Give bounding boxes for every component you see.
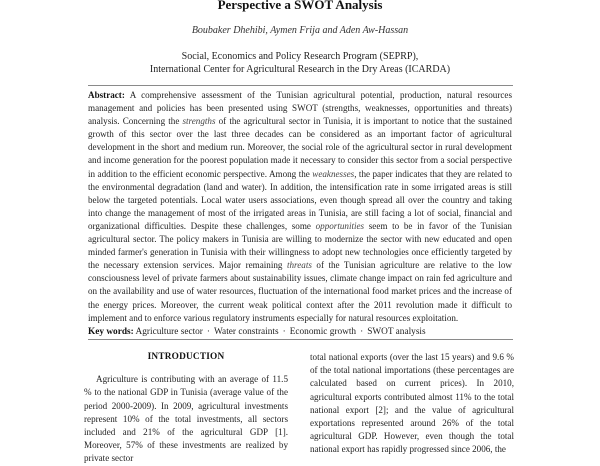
abstract-top-rule xyxy=(88,85,513,86)
paper-title: Perspective a SWOT Analysis xyxy=(217,0,383,12)
right-column-paragraph: total national exports (over the last 15 years) and 9.6 % of the total national importations (these percentages are calculated based on current prices). In 2010, agricultural exports contributed almost 11% to the total national export [2]; and the value of agricultural exportations represented around 26% of the total agricultural GDP. However, even though the total national export has rapidly progressed since 2006, the xyxy=(310,352,514,455)
abstract-text-4: seem to be in favor of the Tunisian agricultural sector. The policy makers in Tunisia are willing to modernize the sector with new educated and open minded farmer's generation in Tunisia with their willingness to adopt new technologies once efficiently targeted by the necessary extension services. Major remaining xyxy=(88,220,512,271)
abstract-label: Abstract: xyxy=(88,90,125,100)
keyword-item: Water constraints xyxy=(214,327,279,337)
abstract-text-1: A comprehensive assessment of the Tunisian agricultural potential, production, natural resources management and policies has been presented using SWOT (strengths, weaknesses, opportunities and threats) analysis. Concerning the xyxy=(88,90,512,127)
keywords-bottom-rule xyxy=(88,339,513,340)
abstract-em-strengths: strengths xyxy=(182,116,216,127)
abstract-em-opportunities: opportunities xyxy=(315,220,365,231)
abstract-em-weaknesses: weaknesses xyxy=(312,168,355,179)
body-right-column xyxy=(310,351,514,457)
keywords-label: Key words: xyxy=(88,327,134,337)
keyword-item: Agriculture sector xyxy=(135,327,203,337)
keyword-separator: · xyxy=(360,327,364,337)
abstract-block xyxy=(88,89,512,325)
keyword-separator: · xyxy=(206,327,211,337)
abstract-text-5: of the Tunisian agriculture are relative to the low consciousness level of private farmers about sustainability issues, climate change impact on rain fed agriculture and on the availability and use of water resources, fluctuation of the international food market prices and the increase of the energy prices. Moreover, the current weak political context after the 2011 revolution made it difficult to implement and to enforce various regulatory instruments especially for natural resources exploitation. xyxy=(88,260,512,323)
keywords-line xyxy=(88,326,512,338)
affiliation-line-2: International Center for Agricultural Research in the Dry Areas (ICARDA) xyxy=(149,64,451,75)
keyword-separator: · xyxy=(282,327,286,337)
introduction-paragraph: Agriculture is contributing with an average of 11.5 % to the national GDP in Tunisia (average value of the period 2000-2009). In 2009, agricultural investments represent 10% of the total investments, all sectors included and 21% of the agricultural GDP [1]. Moreover, 57% of these investments are realized by private sector xyxy=(84,374,288,464)
abstract-em-threats: threats xyxy=(286,260,312,271)
body-left-column xyxy=(84,351,288,466)
introduction-heading: INTRODUCTION xyxy=(147,352,225,362)
abstract-text-3: , the paper indicates that they are related to the environmental degradation (land and water). In addition, the intensification rate in some irrigated areas is still below the targeted potentials. Local water users associations, even though spread all over the country and taking into change the management of most of the irrigated areas in Tunisia, are still facing a lot of social, financial and organizational difficulties. Despite these challenges, some xyxy=(88,168,512,231)
abstract-text-2: of the agricultural sector in Tunisia, it is important to notice that the sustained growth of this sector over the last three decades can be considered as an important factor of agricultural development in the short and medium run. Moreover, the social role of the agricultural sector in rural development and income generation for the poorest population made it necessary to consider this sector from a social perspective in addition to the efficient economic perspective. Among the xyxy=(88,116,513,179)
paper-authors: Boubaker Dhehibi, Aymen Frija and Aden Aw-Hassan xyxy=(191,25,409,36)
keyword-item: Economic growth xyxy=(289,327,357,337)
affiliation-line-1: Social, Economics and Policy Research Program (SEPRP), xyxy=(181,51,419,62)
keyword-item: SWOT analysis xyxy=(367,327,426,337)
paper-affiliation xyxy=(0,50,600,76)
